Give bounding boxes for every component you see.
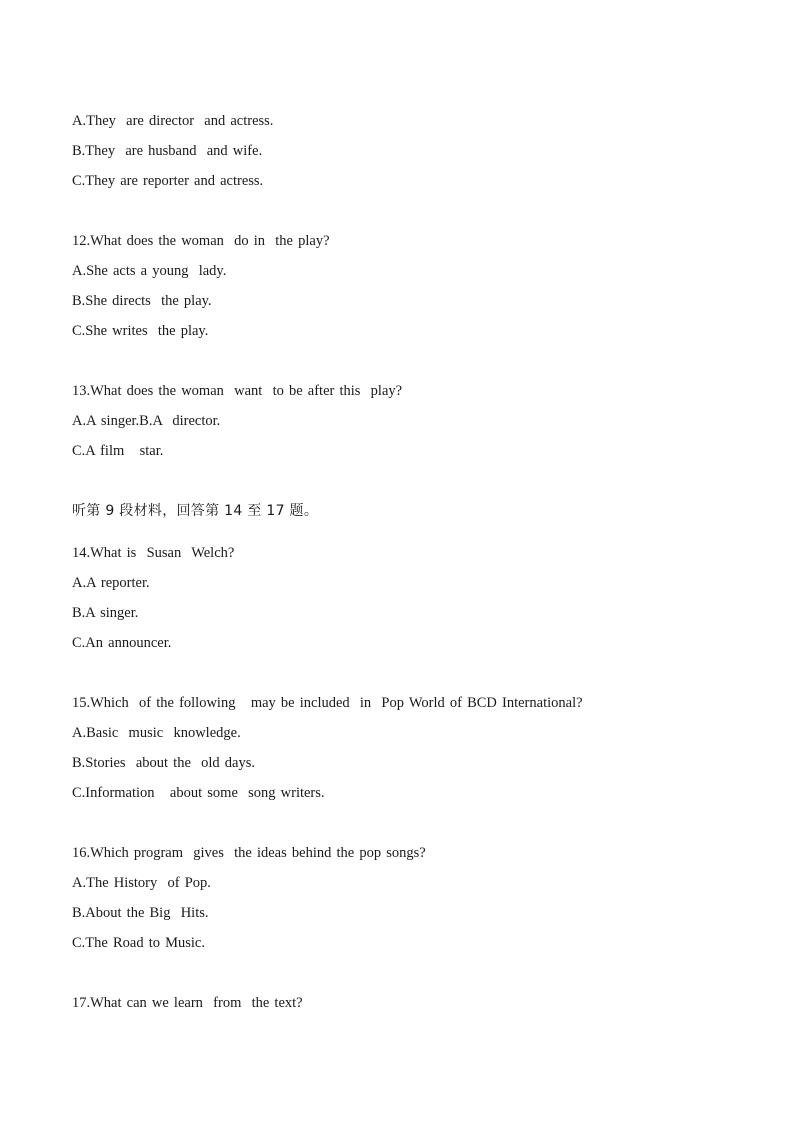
option-c: C.Information about some song writers. bbox=[72, 785, 325, 801]
question-11-block bbox=[72, 106, 732, 196]
question-15-block bbox=[72, 688, 732, 808]
option-c: C.A film star. bbox=[72, 443, 164, 459]
spacer bbox=[72, 346, 732, 376]
question-14-block bbox=[72, 538, 732, 658]
question-text: 16.Which program gives the ideas behind the pop songs? bbox=[72, 845, 426, 861]
option-b: B.A singer. bbox=[72, 605, 139, 621]
option-a: A.Basic music knowledge. bbox=[72, 725, 241, 741]
option-a: A.They are director and actress. bbox=[72, 113, 274, 129]
option-b: B.About the Big Hits. bbox=[72, 905, 209, 921]
question-16-block bbox=[72, 838, 732, 958]
option-b: B.She directs the play. bbox=[72, 293, 212, 309]
question-text: 15.Which of the following may be included in Pop World of BCD International? bbox=[72, 695, 583, 711]
spacer bbox=[72, 196, 732, 226]
question-17-block bbox=[72, 988, 732, 1018]
option-c: C.An announcer. bbox=[72, 635, 172, 651]
spacer bbox=[72, 466, 732, 496]
question-text: 12.What does the woman do in the play? bbox=[72, 233, 330, 249]
option-b: B.They are husband and wife. bbox=[72, 143, 263, 159]
option-c: C.The Road to Music. bbox=[72, 935, 205, 951]
option-a-b: A.A singer.B.A director. bbox=[72, 413, 221, 429]
option-c: C.She writes the play. bbox=[72, 323, 209, 339]
question-text: 17.What can we learn from the text? bbox=[72, 995, 303, 1011]
spacer bbox=[72, 808, 732, 838]
option-a: A.A reporter. bbox=[72, 575, 150, 591]
option-a: A.The History of Pop. bbox=[72, 875, 211, 891]
option-c: C.They are reporter and actress. bbox=[72, 173, 264, 189]
question-text: 13.What does the woman want to be after this play? bbox=[72, 383, 403, 399]
question-12-block bbox=[72, 226, 732, 346]
listening-questions bbox=[72, 106, 732, 1018]
question-13-block bbox=[72, 376, 732, 466]
section-heading: 听第 9 段材料，回答第 14 至 17 题。 bbox=[72, 503, 319, 519]
question-text: 14.What is Susan Welch? bbox=[72, 545, 235, 561]
option-a: A.She acts a young lady. bbox=[72, 263, 227, 279]
spacer bbox=[72, 958, 732, 988]
option-b: B.Stories about the old days. bbox=[72, 755, 255, 771]
spacer bbox=[72, 658, 732, 688]
